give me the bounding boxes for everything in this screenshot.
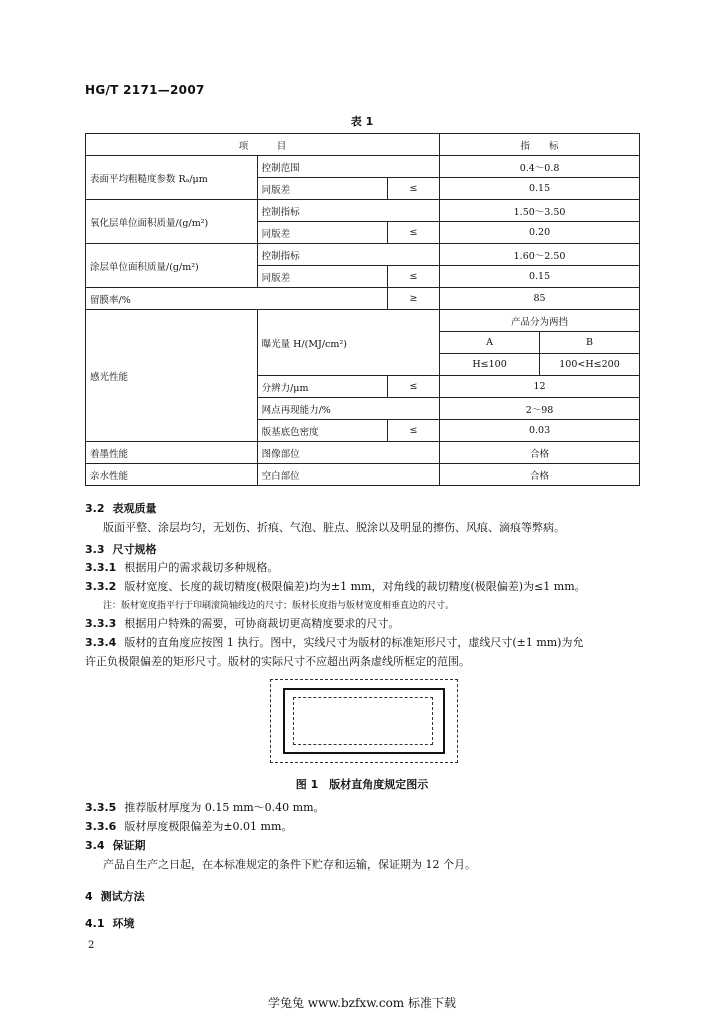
- clause-number: 3.3.5: [85, 801, 117, 814]
- table-row: [86, 244, 640, 266]
- row-label: 氧化层单位面积质量/(g/m²): [86, 200, 258, 244]
- row-value: 1.50～3.50: [440, 200, 640, 222]
- row-value: 0.03: [440, 420, 640, 442]
- table-header-row: [86, 134, 640, 156]
- section-4-1-heading: [85, 915, 135, 931]
- clause-number: 3.3.3: [85, 617, 117, 630]
- section-3-3-heading: [85, 541, 157, 557]
- section-3-4-body: 产品自生产之日起，在本标准规定的条件下贮存和运输，保证期为 12 个月。: [103, 858, 476, 871]
- row-sub: 曝光量 H/(MJ/cm²): [257, 310, 439, 376]
- row-sub: 网点再现能力/%: [257, 398, 439, 420]
- row-sub: 同版差: [257, 222, 387, 244]
- table-row: [86, 288, 640, 310]
- row-operator: ≤: [387, 178, 439, 200]
- section-title: 保证期: [112, 839, 146, 852]
- row-value: 0.15: [440, 266, 640, 288]
- row-sub: 控制指标: [257, 244, 439, 266]
- row-operator: ≤: [387, 222, 439, 244]
- table-title: 表 1: [350, 115, 374, 128]
- clause-text: 根据用户的需求裁切多种规格。: [124, 561, 279, 574]
- section-title: 测试方法: [100, 890, 145, 903]
- clause-3-3-5: [85, 799, 325, 815]
- row-label: 留膜率/%: [86, 288, 388, 310]
- table-row: [86, 310, 640, 332]
- table-row: [86, 442, 640, 464]
- row-operator: ≤: [387, 376, 439, 398]
- clause-text: 版材的直角度应按图 1 执行。图中，实线尺寸为版材的标准矩形尺寸，虚线尺寸(±1 mm)为允: [124, 636, 584, 649]
- row-label: 亲水性能: [86, 464, 258, 486]
- section-number: 4: [85, 890, 93, 903]
- row-value: 12: [440, 376, 640, 398]
- header-index: 指 标: [440, 134, 640, 156]
- section-title: 表观质量: [112, 502, 157, 515]
- clause-number: 3.3.2: [85, 580, 117, 593]
- clause-3-3-2: [85, 578, 586, 594]
- clause-3-3-3: [85, 615, 399, 631]
- section-number: 3.4: [85, 839, 105, 852]
- clause-3-3-1: [85, 559, 278, 575]
- row-sub: 空白部位: [257, 464, 439, 486]
- figure-caption: 图 1 版材直角度规定图示: [295, 778, 429, 791]
- row-sub: 同版差: [257, 178, 387, 200]
- row-value: 产品分为两挡: [440, 310, 640, 332]
- clause-number: 3.3.6: [85, 820, 117, 833]
- table-row: [86, 156, 640, 178]
- figure-1-diagram: [270, 679, 458, 763]
- row-label: 涂层单位面积质量/(g/m²): [86, 244, 258, 288]
- row-sub: 控制指标: [257, 200, 439, 222]
- row-value: 85: [440, 288, 640, 310]
- clause-number: 3.3.1: [85, 561, 117, 574]
- row-value: 0.15: [440, 178, 640, 200]
- row-sub: 版基底色密度: [257, 420, 387, 442]
- row-sub: 同版差: [257, 266, 387, 288]
- footer-watermark: 学兔兔 www.bzfxw.com 标准下载: [267, 996, 457, 1010]
- row-value: 0.4～0.8: [440, 156, 640, 178]
- standard-number: HG/T 2171—2007: [85, 83, 205, 97]
- clause-3-3-6: [85, 818, 292, 834]
- grade-a-value: H≤100: [440, 354, 540, 376]
- spec-table: [85, 133, 640, 486]
- clause-text: 推荐版材厚度为 0.15 mm～0.40 mm。: [124, 801, 325, 814]
- section-3-2-body: 版面平整、涂层均匀，无划伤、折痕、气泡、脏点、脱涂以及明显的擦伤、风痕、滴痕等弊病。: [103, 521, 565, 534]
- section-number: 3.3: [85, 543, 105, 556]
- row-operator: ≤: [387, 420, 439, 442]
- row-sub: 控制范围: [257, 156, 439, 178]
- row-value: 2～98: [440, 398, 640, 420]
- page-number: 2: [88, 940, 95, 951]
- row-value: 合格: [440, 464, 640, 486]
- row-label: 表面平均粗糙度参数 Rₐ/μm: [86, 156, 258, 200]
- section-3-2-heading: [85, 500, 157, 516]
- grade-b-label: B: [540, 332, 640, 354]
- clause-3-3-2-note: 注：版材宽度指平行于印刷滚筒轴线边的尺寸；版材长度指与版材宽度相垂直边的尺寸。: [103, 601, 455, 611]
- section-number: 3.2: [85, 502, 105, 515]
- section-number: 4.1: [85, 917, 105, 930]
- clause-text: 版材宽度、长度的裁切精度(极限偏差)均为±1 mm，对角线的裁切精度(极限偏差)为≤1 mm。: [124, 580, 586, 593]
- clause-text: 根据用户特殊的需要，可协商裁切更高精度要求的尺寸。: [124, 617, 400, 630]
- row-value: 1.60～2.50: [440, 244, 640, 266]
- row-value: 合格: [440, 442, 640, 464]
- header-item: 项 目: [86, 134, 440, 156]
- section-title: 尺寸规格: [112, 543, 157, 556]
- grade-a-label: A: [440, 332, 540, 354]
- section-3-4-heading: [85, 837, 146, 853]
- clause-number: 3.3.4: [85, 636, 117, 649]
- inner-tolerance-rectangle: [293, 697, 433, 745]
- row-sub: 图像部位: [257, 442, 439, 464]
- section-4-heading: [85, 888, 145, 904]
- clause-text: 版材厚度极限偏差为±0.01 mm。: [124, 820, 293, 833]
- table-row: [86, 464, 640, 486]
- clause-3-3-4: [85, 634, 583, 650]
- row-label: 感光性能: [86, 310, 258, 442]
- table-row: [86, 200, 640, 222]
- grade-b-value: 100<H≤200: [540, 354, 640, 376]
- row-label: 着墨性能: [86, 442, 258, 464]
- row-value: 0.20: [440, 222, 640, 244]
- row-operator: ≤: [387, 266, 439, 288]
- row-operator: ≥: [387, 288, 439, 310]
- row-sub: 分辨力/μm: [257, 376, 387, 398]
- clause-3-3-4-continued: 许正负极限偏差的矩形尺寸。版材的实际尺寸不应超出两条虚线所框定的范围。: [85, 655, 470, 668]
- section-title: 环境: [112, 917, 135, 930]
